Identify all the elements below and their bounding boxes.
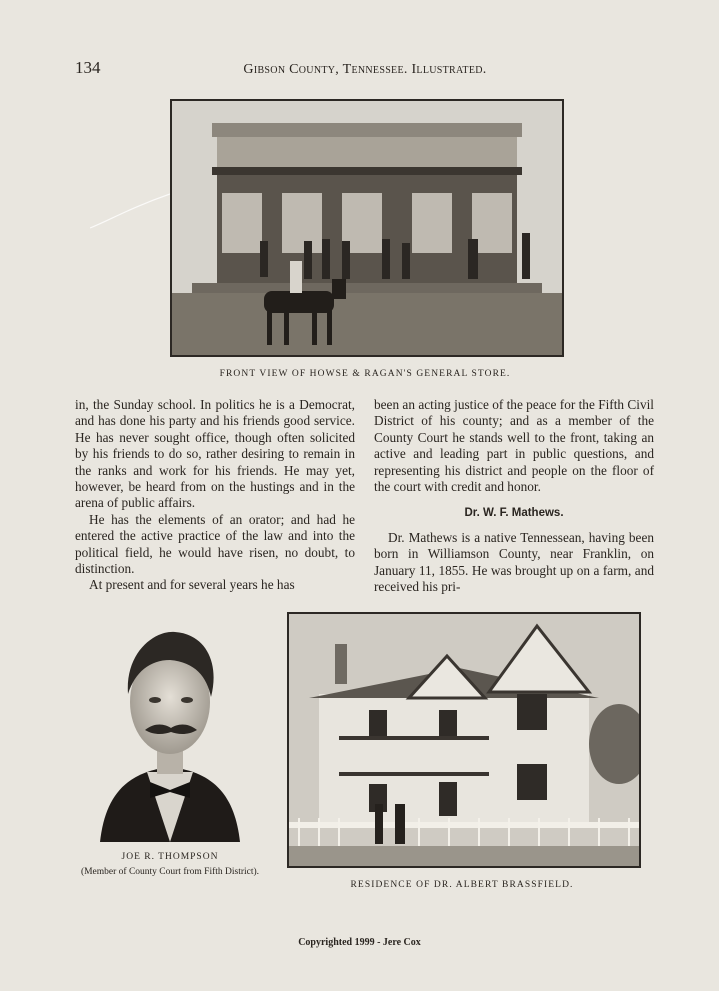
- portrait-name: JOE R. THOMPSON: [121, 852, 219, 862]
- left-text-column: [75, 397, 355, 594]
- portrait-subcaption: (Member of County Court from Fifth District).: [80, 867, 260, 877]
- running-head: Gibson County, Tennessee. Illustrated.: [243, 62, 487, 77]
- page-number: 134: [75, 58, 101, 77]
- paragraph: in, the Sunday school. In politics he is a Democrat, and has done his party and his friends good service. He has never sought office, though often solicited by his friends to do so, rather desiring to remain in the ranks and work for his friends. He may yet, however, be heard from on the hustings and in the arena of public affairs.: [75, 397, 355, 511]
- paragraph: Dr. Mathews is a native Tennessean, having been born in Williamson County, near Franklin, on January 11, 1855. He was brought up on a farm, and received his pri-: [374, 529, 654, 595]
- right-text-column: [374, 397, 654, 595]
- paragraph: been an acting justice of the peace for the Fifth Civil District of his county; and as a member of the County Court he stands well to the front, taking an active and leading part in public questions, and representing his district and people on the floor of the court with credit and honor.: [374, 397, 654, 495]
- section-heading: Dr. W. F. Mathews.: [464, 507, 564, 520]
- store-photo: [170, 99, 564, 357]
- paragraph: At present and for several years he has: [89, 577, 295, 593]
- paragraph: He has the elements of an orator; and had he entered the active practice of the law and into the political field, he would have risen, no doubt, to distinction.: [75, 511, 355, 577]
- copyright-notice: Copyrighted 1999 - Jere Cox: [298, 937, 421, 948]
- portrait-image: [95, 622, 245, 842]
- residence-photo-caption: RESIDENCE OF DR. ALBERT BRASSFIELD.: [350, 880, 574, 890]
- store-photo-caption: FRONT VIEW OF HOWSE & RAGAN'S GENERAL STORE.: [219, 369, 511, 379]
- paper-crease: [90, 190, 170, 230]
- residence-photo: [287, 612, 641, 868]
